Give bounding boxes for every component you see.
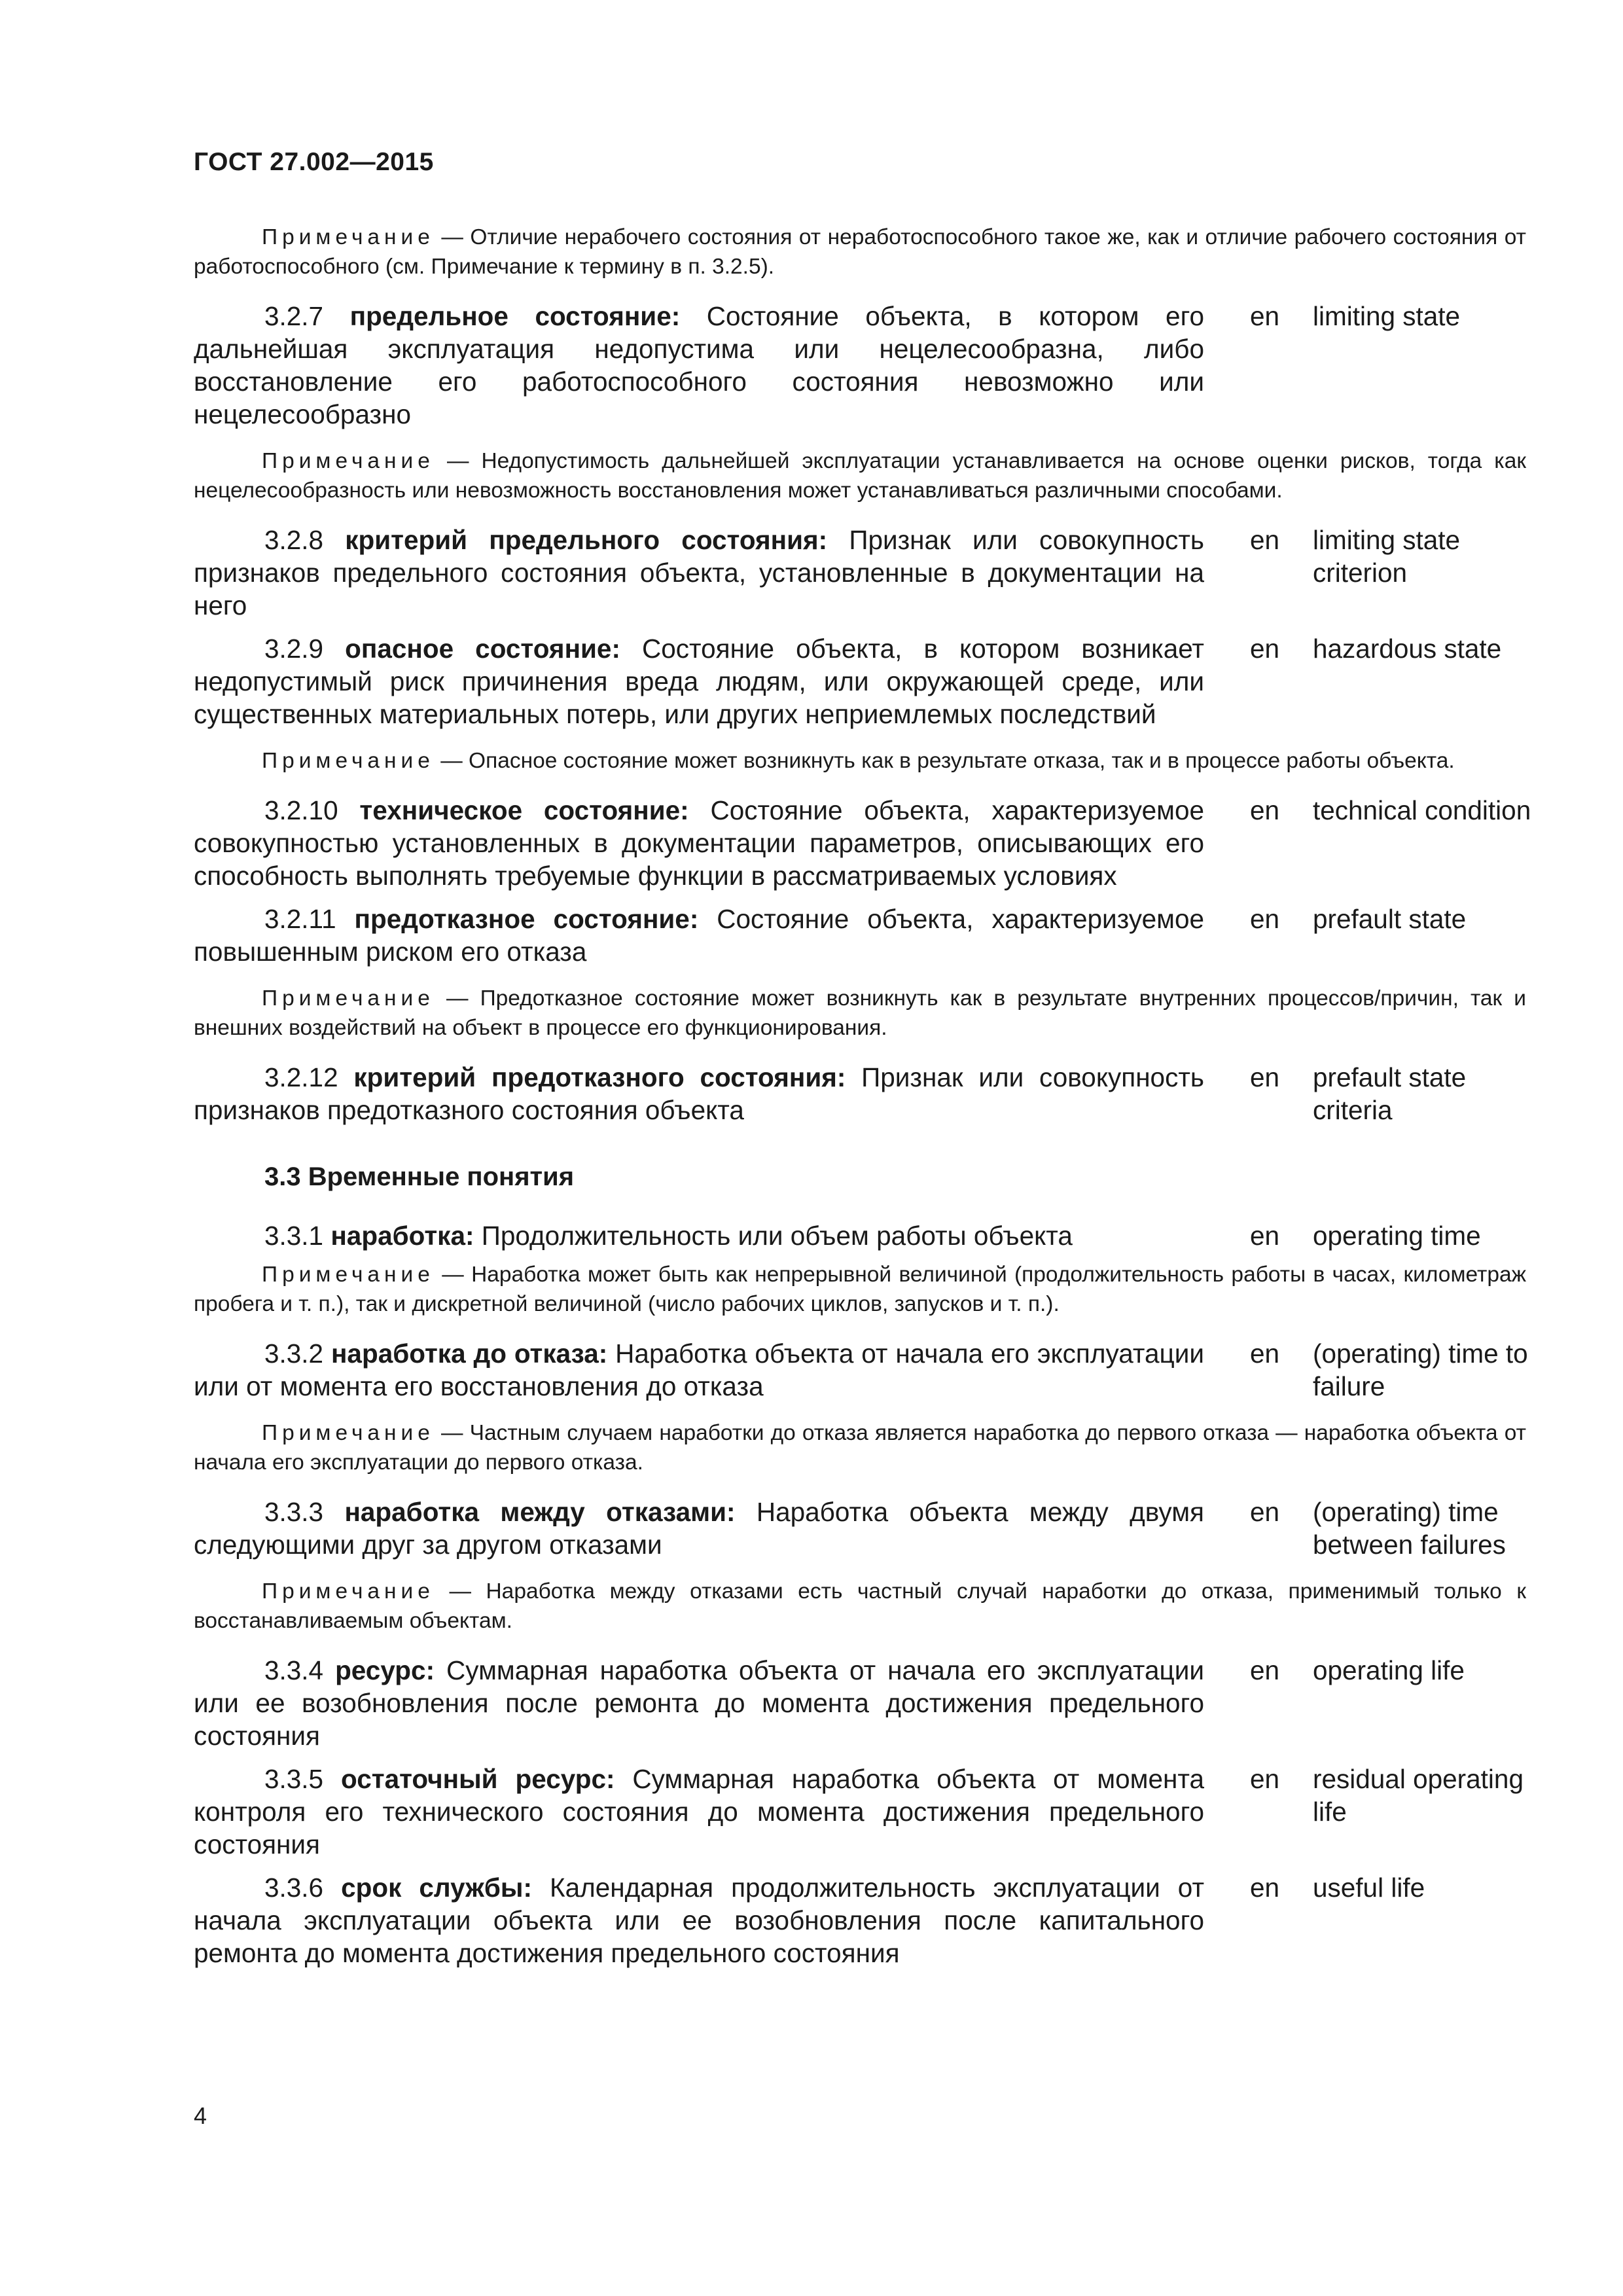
term-entry-3-3-6 bbox=[194, 1871, 1529, 1969]
term-entry-3-2-10 bbox=[194, 794, 1529, 892]
term-text: Состояние объекта, в котором возникает недопустимый риск причинения вреда людям, или окружающей среде, или существенных материальных потерь, или других неприемлемых последствий bbox=[194, 634, 1204, 729]
page-number: 4 bbox=[194, 2102, 207, 2129]
english-equivalent: prefault state criteria bbox=[1313, 1062, 1467, 1125]
term-definition bbox=[194, 1496, 1204, 1561]
term-number: 3.2.12 bbox=[264, 1062, 338, 1092]
language-code: en bbox=[1250, 634, 1280, 664]
language-code: en bbox=[1250, 1655, 1280, 1685]
english-equivalent: hazardous state bbox=[1313, 634, 1502, 664]
term-definition bbox=[194, 524, 1204, 622]
term-definition bbox=[194, 1654, 1204, 1752]
note-label: Примечание bbox=[262, 749, 435, 773]
note-label: Примечание bbox=[262, 1421, 435, 1445]
term-number: 3.3.1 bbox=[264, 1221, 324, 1251]
term-definition bbox=[194, 794, 1204, 892]
term-text: Состояние объекта, характеризуемое повышенным риском его отказа bbox=[194, 904, 1204, 967]
note-label: Примечание bbox=[262, 1579, 435, 1604]
term-text: Наработка объекта от начала его эксплуатации или от момента его восстановления до отказа bbox=[194, 1338, 1204, 1401]
term-definition bbox=[194, 903, 1204, 968]
term-number: 3.3.5 bbox=[264, 1764, 324, 1794]
term-definition bbox=[194, 1763, 1204, 1861]
english-equivalent: operating time bbox=[1313, 1221, 1481, 1251]
term-text: Наработка объекта между двумя следующими друг за другом отказами bbox=[194, 1497, 1204, 1560]
term-number: 3.2.8 bbox=[264, 525, 324, 555]
term-text: Суммарная наработка объекта от начала его эксплуатации или ее возобновления после ремонта до момента достижения предельного состояния bbox=[194, 1655, 1204, 1751]
note bbox=[194, 1577, 1526, 1636]
term-name: опасное состояние: bbox=[345, 634, 620, 664]
note-label: Примечание bbox=[262, 986, 435, 1011]
term-definition bbox=[194, 1061, 1204, 1126]
term-name: критерий предельного состояния: bbox=[345, 525, 828, 555]
language-code: en bbox=[1250, 904, 1280, 934]
english-equivalent: residual operating life bbox=[1313, 1764, 1524, 1827]
term-name: наработка: bbox=[330, 1221, 474, 1251]
note-label: Примечание bbox=[262, 1263, 435, 1287]
term-definition bbox=[194, 1219, 1204, 1252]
note bbox=[194, 984, 1526, 1043]
term-text: Продолжительность или объем работы объекта bbox=[474, 1221, 1073, 1251]
term-number: 3.3.6 bbox=[264, 1873, 324, 1903]
note-text: — Отличие нерабочего состояния от неработоспособного такое же, как и отличие рабочего состояния от работоспособного (см. Примечание к термину в п. 3.2.5). bbox=[194, 225, 1526, 279]
language-code: en bbox=[1250, 795, 1280, 825]
language-code: en bbox=[1250, 1873, 1280, 1903]
term-name: срок службы: bbox=[341, 1873, 532, 1903]
term-name: техническое состояние: bbox=[359, 795, 689, 825]
term-definition bbox=[194, 1337, 1204, 1403]
term-definition bbox=[194, 300, 1204, 431]
term-entry-3-3-3 bbox=[194, 1496, 1529, 1561]
english-equivalent: limiting state criterion bbox=[1313, 525, 1461, 588]
term-name: остаточный ресурс: bbox=[341, 1764, 615, 1794]
language-code: en bbox=[1250, 1338, 1280, 1369]
term-entry-3-3-1 bbox=[194, 1219, 1529, 1252]
term-number: 3.3.3 bbox=[264, 1497, 324, 1527]
term-entry-3-2-11 bbox=[194, 903, 1529, 968]
term-entry-3-2-12 bbox=[194, 1061, 1529, 1126]
note-text: — Наработка между отказами есть частный случай наработки до отказа, применимый только к восстанавливаемым объектам. bbox=[194, 1579, 1526, 1633]
note bbox=[194, 746, 1526, 776]
term-text: Состояние объекта, в котором его дальнейшая эксплуатация недопустима или нецелесообразна, либо восстановление его работоспособного состояния невозможно или нецелесообразно bbox=[194, 301, 1204, 429]
term-text: Признак или совокупность признаков предельного состояния объекта, установленные в документации на него bbox=[194, 525, 1204, 620]
term-text: Состояние объекта, характеризуемое совокупностью установленных в документации параметров, описывающих его способность выполнять требуемые функции в рассматриваемых условиях bbox=[194, 795, 1204, 891]
english-equivalent: technical condition bbox=[1313, 795, 1531, 825]
section-heading: 3.3 Временные понятия bbox=[264, 1162, 575, 1191]
term-name: ресурс: bbox=[335, 1655, 435, 1685]
term-name: предельное состояние: bbox=[349, 301, 681, 331]
term-entry-3-3-5 bbox=[194, 1763, 1529, 1861]
term-text: Суммарная наработка объекта от момента контроля его технического состояния до момента достижения предельного состояния bbox=[194, 1764, 1204, 1859]
note-text: — Опасное состояние может возникнуть как в результате отказа, так и в процессе работы объекта. bbox=[440, 749, 1455, 773]
term-entry-3-2-9 bbox=[194, 632, 1529, 730]
note bbox=[194, 446, 1526, 505]
term-definition bbox=[194, 632, 1204, 730]
term-name: предотказное состояние: bbox=[354, 904, 699, 934]
english-equivalent: (operating) time between failures bbox=[1313, 1497, 1506, 1560]
term-number: 3.2.10 bbox=[264, 795, 338, 825]
term-name: критерий предотказного состояния: bbox=[353, 1062, 846, 1092]
term-text: Календарная продолжительность эксплуатации от начала эксплуатации объекта или ее возобновления после капитального ремонта до момента достижения предельного состояния bbox=[194, 1873, 1204, 1968]
note-text: — Частным случаем наработки до отказа является наработка до первого отказа — наработка объекта от начала его эксплуатации до первого отказа. bbox=[194, 1421, 1527, 1475]
term-number: 3.2.11 bbox=[264, 904, 336, 934]
english-equivalent: useful life bbox=[1313, 1873, 1425, 1903]
note-label: Примечание bbox=[262, 449, 435, 473]
term-number: 3.3.2 bbox=[264, 1338, 324, 1369]
note-text: — Недопустимость дальнейшей эксплуатации устанавливается на основе оценки рисков, тогда как нецелесообразность или невозможность восстановления может устанавливаться различными способами. bbox=[194, 449, 1526, 503]
note-text: — Предотказное состояние может возникнуть как в результате внутренних процессов/причин, так и внешних воздействий на объект в процессе его функционирования. bbox=[194, 986, 1527, 1040]
term-name: наработка до отказа: bbox=[330, 1338, 608, 1369]
language-code: en bbox=[1250, 1497, 1280, 1527]
term-entry-3-3-4 bbox=[194, 1654, 1529, 1752]
term-number: 3.3.4 bbox=[264, 1655, 324, 1685]
english-equivalent: (operating) time to failure bbox=[1313, 1338, 1528, 1401]
english-equivalent: limiting state bbox=[1313, 301, 1461, 331]
english-equivalent: operating life bbox=[1313, 1655, 1465, 1685]
document-header: ГОСТ 27.002—2015 bbox=[194, 148, 434, 176]
term-name: наработка между отказами: bbox=[344, 1497, 736, 1527]
language-code: en bbox=[1250, 1764, 1280, 1794]
language-code: en bbox=[1250, 301, 1280, 331]
language-code: en bbox=[1250, 1221, 1280, 1251]
note-label: Примечание bbox=[262, 225, 435, 249]
language-code: en bbox=[1250, 1062, 1280, 1092]
note bbox=[194, 1260, 1526, 1319]
document-body bbox=[194, 223, 1529, 1969]
term-number: 3.2.7 bbox=[264, 301, 324, 331]
term-entry-3-2-8 bbox=[194, 524, 1529, 622]
term-text: Признак или совокупность признаков предотказного состояния объекта bbox=[194, 1062, 1204, 1125]
note bbox=[194, 223, 1526, 281]
term-entry-3-2-7 bbox=[194, 300, 1529, 431]
note bbox=[194, 1418, 1526, 1477]
term-number: 3.2.9 bbox=[264, 634, 324, 664]
note-text: — Наработка может быть как непрерывной величиной (продолжительность работы в часах, километраж пробега и т. п.), так и дискретной величиной (число рабочих циклов, запусков и т. п.). bbox=[194, 1263, 1527, 1316]
english-equivalent: prefault state bbox=[1313, 904, 1467, 934]
language-code: en bbox=[1250, 525, 1280, 555]
term-definition bbox=[194, 1871, 1204, 1969]
term-entry-3-3-2 bbox=[194, 1337, 1529, 1403]
